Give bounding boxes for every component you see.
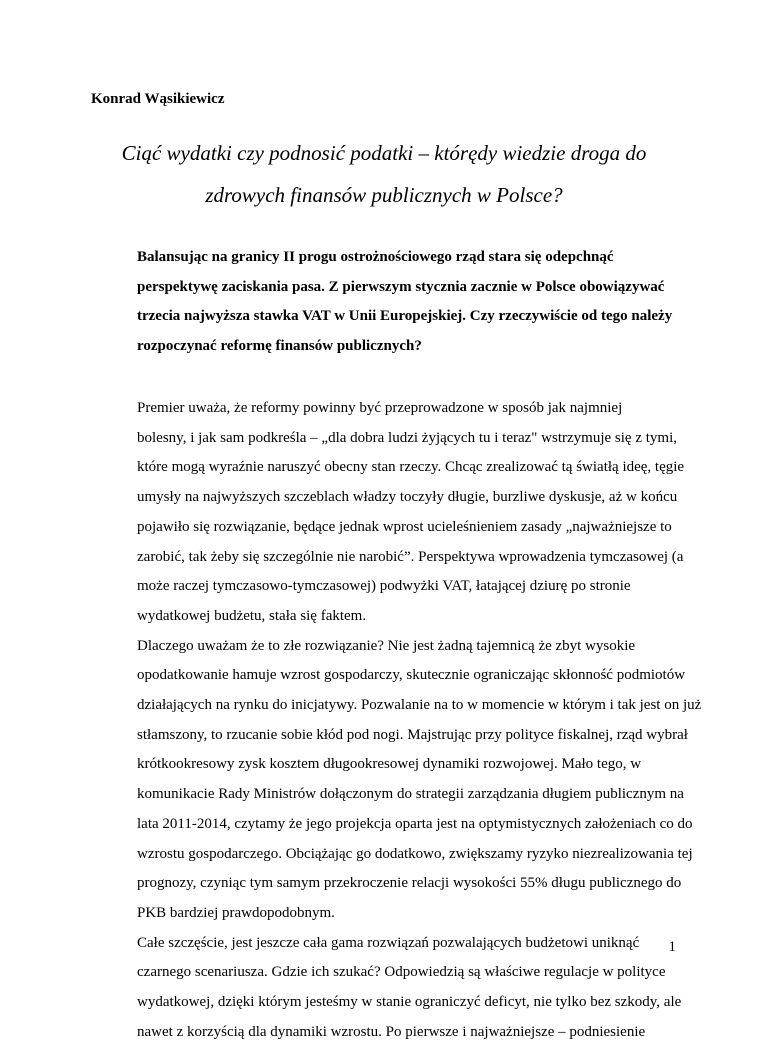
paragraph-line: wydatkowej, dzięki którym jesteśmy w stanie ograniczyć deficyt, nie tylko bez szkody, ale	[137, 994, 682, 1011]
paragraph-line: PKB bardziej prawdopodobnym.	[137, 904, 335, 921]
paragraph-line: prognozy, czyniąc tym samym przekroczenie relacji wysokości 55% długu publicznego do	[137, 875, 682, 892]
lead-paragraph	[91, 243, 681, 361]
paragraph-line: zarobić, tak żeby się szczególnie nie narobić”. Perspektywa wprowadzenia tymczasowej (a	[137, 548, 684, 565]
paragraph-line: stłamszony, to rzucanie sobie kłód pod nogi. Majstrując przy polityce fiskalnej, rząd wybrał	[137, 726, 688, 743]
paragraph-line: wzrostu gospodarczego. Obciążając go dodatkowo, zwiększamy ryzyko niezrealizowania tej	[137, 845, 693, 862]
paragraph-line: komunikacie Rady Ministrów dołączonym do strategii zarządzania długiem publicznym na	[137, 786, 684, 803]
lead-line: rozpoczynać reformę finansów publicznych?	[137, 337, 422, 354]
lead-line: trzecia najwyższa stawka VAT w Unii Europejskiej. Czy rzeczywiście od tego należy	[137, 308, 673, 324]
paragraph-line: nawet z korzyścią dla dynamiki wzrostu. Po pierwsze i najważniejsze – podniesienie	[137, 1023, 646, 1040]
author-name: Konrad Wąsikiewicz	[91, 91, 225, 107]
paragraph-line: Dlaczego uważam że to złe rozwiązanie? Nie jest żadną tajemnicą że zbyt wysokie	[137, 637, 636, 654]
paragraph-line: umysły na najwyższych szczeblach władzy toczyły długie, burzliwe dyskusje, aż w końcu	[137, 489, 678, 506]
paragraph-line: które mogą wyraźnie naruszyć obecny stan rzeczy. Chcąc zrealizować tą światłą ideę, tęgie	[137, 459, 685, 476]
title-line: zdrowych finansów publicznych w Polsce?	[205, 183, 563, 207]
article-body	[91, 394, 702, 1047]
paragraph-line: krótkookresowy zysk kosztem długookresowej dynamiki rozwojowej. Mało tego, w	[137, 756, 642, 773]
body-paragraph	[91, 394, 683, 632]
paragraph-line: lata 2011-2014, czytamy że jego projekcja oparta jest na optymistycznych założeniach co do	[137, 815, 693, 832]
paragraph-line: wydatkowej budżetu, stała się faktem.	[137, 607, 367, 624]
page-number: 1	[668, 939, 676, 955]
paragraph-line: może raczej tymczasowo-tymczasowej) podwyżki VAT, łatającej dziurę po stronie	[137, 578, 631, 595]
body-paragraph	[91, 929, 683, 1047]
paragraph-line: działających na rynku do inicjatywy. Pozwalanie na to w momencie w którym i tak jest on już	[137, 697, 702, 714]
lead-line: Balansując na granicy II progu ostrożnościowego rząd stara się odepchnąć	[137, 249, 614, 265]
paragraph-line: bolesny, i jak sam podkreśla – „dla dobra ludzi żyjących tu i teraz" wstrzymuje się z tymi,	[137, 429, 677, 446]
paragraph-line: Całe szczęście, jest jeszcze cała gama rozwiązań pozwalających budżetowi uniknąć	[137, 934, 640, 951]
paragraph-line: pojawiło się rozwiązanie, będące jednak wprost ucieleśnieniem zasady „najważniejsze to	[137, 518, 672, 535]
paragraph-line: opodatkowanie hamuje wzrost gospodarczy, skutecznie ograniczając skłonność podmiotów	[137, 667, 686, 684]
body-paragraph	[91, 632, 702, 929]
title-line: Ciąć wydatki czy podnosić podatki – którędy wiedzie droga do	[121, 141, 647, 165]
paragraph-line: Premier uważa, że reformy powinny być przeprowadzone w sposób jak najmniej	[137, 400, 623, 416]
lead-line: perspektywę zaciskania pasa. Z pierwszym stycznia zacznie w Polsce obowiązywać	[137, 278, 665, 295]
article-title	[91, 132, 677, 216]
paragraph-line: czarnego scenariusza. Gdzie ich szukać? Odpowiedzią są właściwe regulacje w polityce	[137, 964, 666, 981]
